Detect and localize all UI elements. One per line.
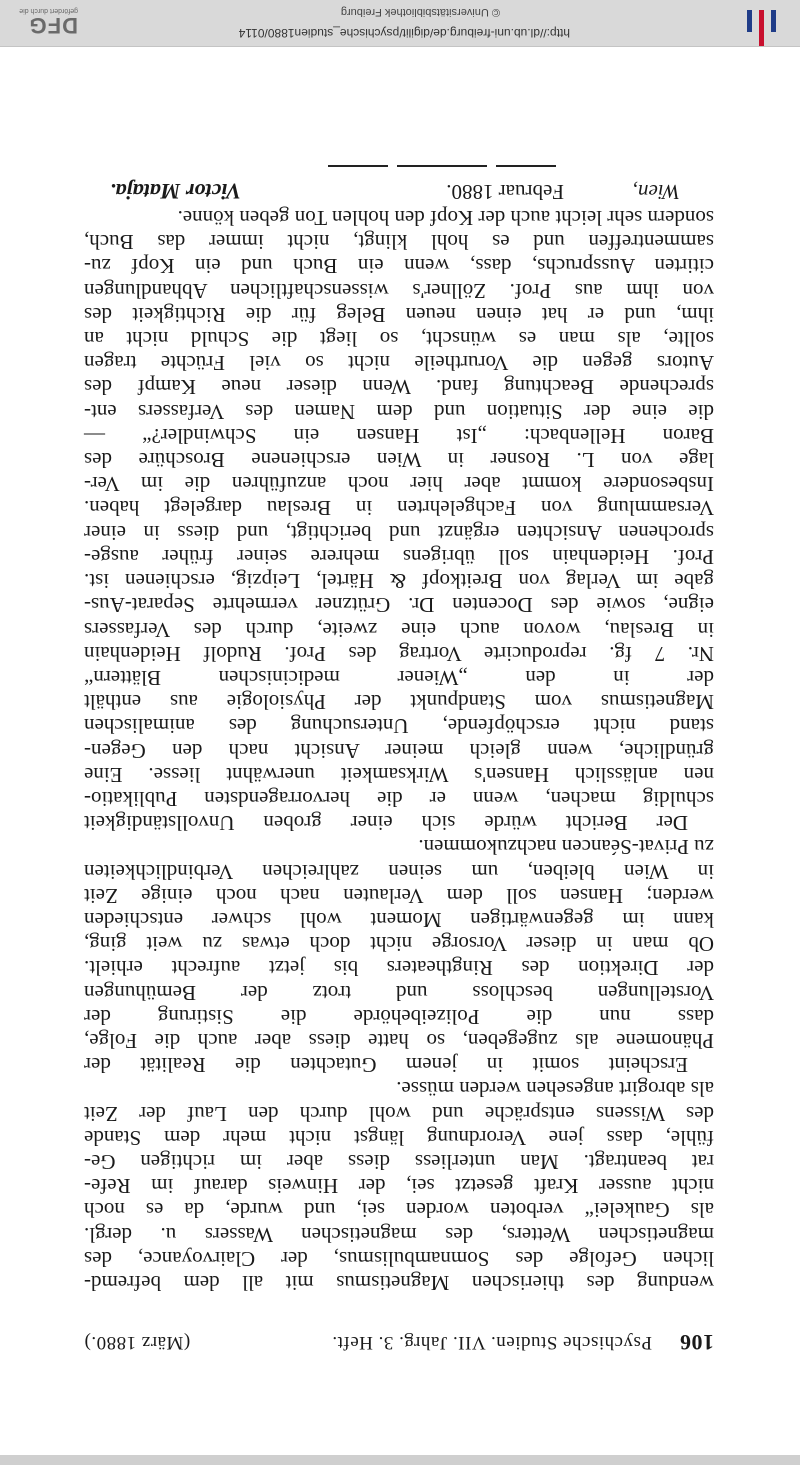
text-line: dass nun die Polizeibehörde die Sistirung der bbox=[84, 1004, 714, 1029]
text-line: als abrogirt angesehen werden müsse. bbox=[396, 1077, 714, 1102]
text-line: wendung des thierischen Magnetismus mit all dem befremd- bbox=[84, 1271, 714, 1295]
text-line: in Wien bleiben, um seinen zahlreichen Verbindlichkeiten bbox=[84, 859, 714, 884]
text-line: die eine der Situation und dem Namen des Verfassers ent- bbox=[84, 399, 714, 424]
page-number: 106 bbox=[679, 1330, 714, 1355]
text-line: fühle, dass jene Verordnung längst nicht mehr dem Stande bbox=[84, 1125, 714, 1150]
text-line: sprechende Beachtung fand. Wenn dieser neue Kampf des bbox=[84, 375, 714, 400]
text-line: sammentreffen und es hohl klingt, nicht immer das Buch, bbox=[84, 230, 714, 255]
text-line: Nr. 7 fg. reproducirte Vortrag des Prof. Rudolf Heidenhain bbox=[84, 641, 714, 666]
text-line: werden; Hansen soll dem Verlauten nach noch einige Zeit bbox=[84, 883, 714, 908]
text-line: des Wissens entspräche und wohl durch den Lauf der Zeit bbox=[84, 1101, 714, 1126]
text-line: Erscheint somit in jenem Gutachten die Realität der bbox=[84, 1053, 688, 1078]
body-text bbox=[84, 206, 714, 1295]
viewer-bar bbox=[0, 0, 800, 47]
signature-date: Februar 1880. bbox=[446, 179, 564, 204]
document-url[interactable]: http://dl.ub.uni-freiburg.de/digilit/psychische_studien1880/0114 bbox=[238, 26, 570, 40]
text-line: Baron Hellenbach: „Ist Hansen ein Schwindler?“ — bbox=[84, 423, 714, 448]
text-line: gründliche, wenn gleich meiner Ansicht nach den Gegen- bbox=[84, 738, 714, 763]
text-line: ihm, und er hat einen neuen Beleg für die Richtigkeit des bbox=[84, 302, 714, 327]
text-line: der Direktion des Ringtheaters bis jetzt aufrecht erhielt. bbox=[84, 956, 714, 981]
signature-author: Victor Mataja. bbox=[110, 178, 241, 204]
text-line: Prof. Heidenhain soll übrigens mehrere seiner früher ausge- bbox=[84, 544, 714, 569]
text-line: stand nicht erschöpfende, Untersuchung des animalischen bbox=[84, 714, 714, 739]
text-line: Versammlung von Fachgelehrten in Breslau dargelegt haben. bbox=[84, 496, 714, 521]
text-line: gabe im Verlag von Breitkopf & Härtel, Leipzig, erschienen ist. bbox=[84, 569, 714, 594]
text-line: von ihm aus Prof. Zöllner's wissenschaftlichen Abhandlungen bbox=[84, 278, 714, 303]
text-line: Autors gegen die Vorurtheile nicht so viel Früchte tragen bbox=[84, 351, 714, 376]
dfg-logo bbox=[4, 2, 88, 40]
text-line: Ob man in dieser Vorsorge nicht doch etwas zu weit ging, bbox=[84, 932, 714, 957]
document-page bbox=[84, 174, 714, 1355]
dfg-subtitle: gefördert durch die bbox=[19, 7, 78, 14]
text-line: sollte, als man es wünscht, so liegt die Schuld nicht an bbox=[84, 327, 714, 352]
text-line: Phänomene als zugegeben, so hatte diess aber auch die Folge, bbox=[84, 1028, 714, 1053]
text-line: als Gaukelei“ verboten worden sei, und wurde, da es noch bbox=[84, 1198, 714, 1223]
text-line: sondern sehr leicht auch der Kopf den hohlen Ton geben könne. bbox=[177, 206, 714, 231]
text-line: citirten Ausspruchs, dass, wenn ein Buch und ein Kopf zu- bbox=[84, 254, 714, 279]
university-logo-icon bbox=[736, 6, 786, 46]
viewer-top-strip bbox=[0, 1455, 800, 1465]
copyright-notice: © Universitätsbibliothek Freiburg bbox=[340, 6, 500, 18]
signature-place: Wien, bbox=[632, 179, 680, 204]
text-line: lichen Gefolge des Somnambulismus, der Clairvoyance, des bbox=[84, 1246, 714, 1271]
issue-date: (März 1880.) bbox=[84, 1332, 191, 1353]
text-line: in Breslau, wovon auch eine zweite, durch des Verfassers bbox=[84, 617, 714, 642]
signature-line bbox=[84, 174, 714, 204]
text-line: der in den „Wiener medicinischen Blättern“ bbox=[84, 665, 714, 690]
text-line: zu Privat-Séancen nachzukommen. bbox=[418, 835, 714, 860]
text-line: nicht ausser Kraft gesetzt sei, der Hinweis darauf im Refe- bbox=[84, 1174, 714, 1199]
text-line: sprochenen Ansichten ergänzt und berichtigt, und diess in einer bbox=[84, 520, 714, 545]
text-line: Vorstellungen beschloss und trotz der Bemühungen bbox=[84, 980, 714, 1005]
dfg-logo-text: DFG bbox=[28, 13, 78, 38]
text-line: nen anlässlich Hansen's Wirksamkeit unerwähnt liesse. Eine bbox=[84, 762, 714, 787]
text-line: lage von L. Rosner in Wien erschienene Broschüre des bbox=[84, 448, 714, 473]
text-line: Magnetismus vom Standpunkt der Physiologie aus enthält bbox=[84, 690, 714, 715]
journal-title: Psychische Studien. VII. Jahrg. 3. Heft. bbox=[331, 1332, 652, 1353]
running-head bbox=[84, 1325, 714, 1355]
text-line: Der Bericht würde sich einer groben Unvollständigkeit bbox=[84, 811, 688, 836]
text-line: kann im gegenwärtigen Moment wohl schwer entschieden bbox=[84, 907, 714, 932]
text-line: schuldig machen, wenn er die hervorragendsten Publikatio- bbox=[84, 786, 714, 811]
end-rule bbox=[328, 165, 556, 167]
text-line: eigne, sowie des Docenten Dr. Grützner vermehrte Separat-Aus- bbox=[84, 593, 714, 618]
text-line: magnetischen Wetters, des magnetischen Wassers u. dergl. bbox=[84, 1222, 714, 1247]
text-line: Insbesondere kommt aber hier noch anzuführen die im Ver- bbox=[84, 472, 714, 497]
text-line: rat beantragt. Man unterliess diess aber im richtigen Ge- bbox=[84, 1149, 714, 1174]
